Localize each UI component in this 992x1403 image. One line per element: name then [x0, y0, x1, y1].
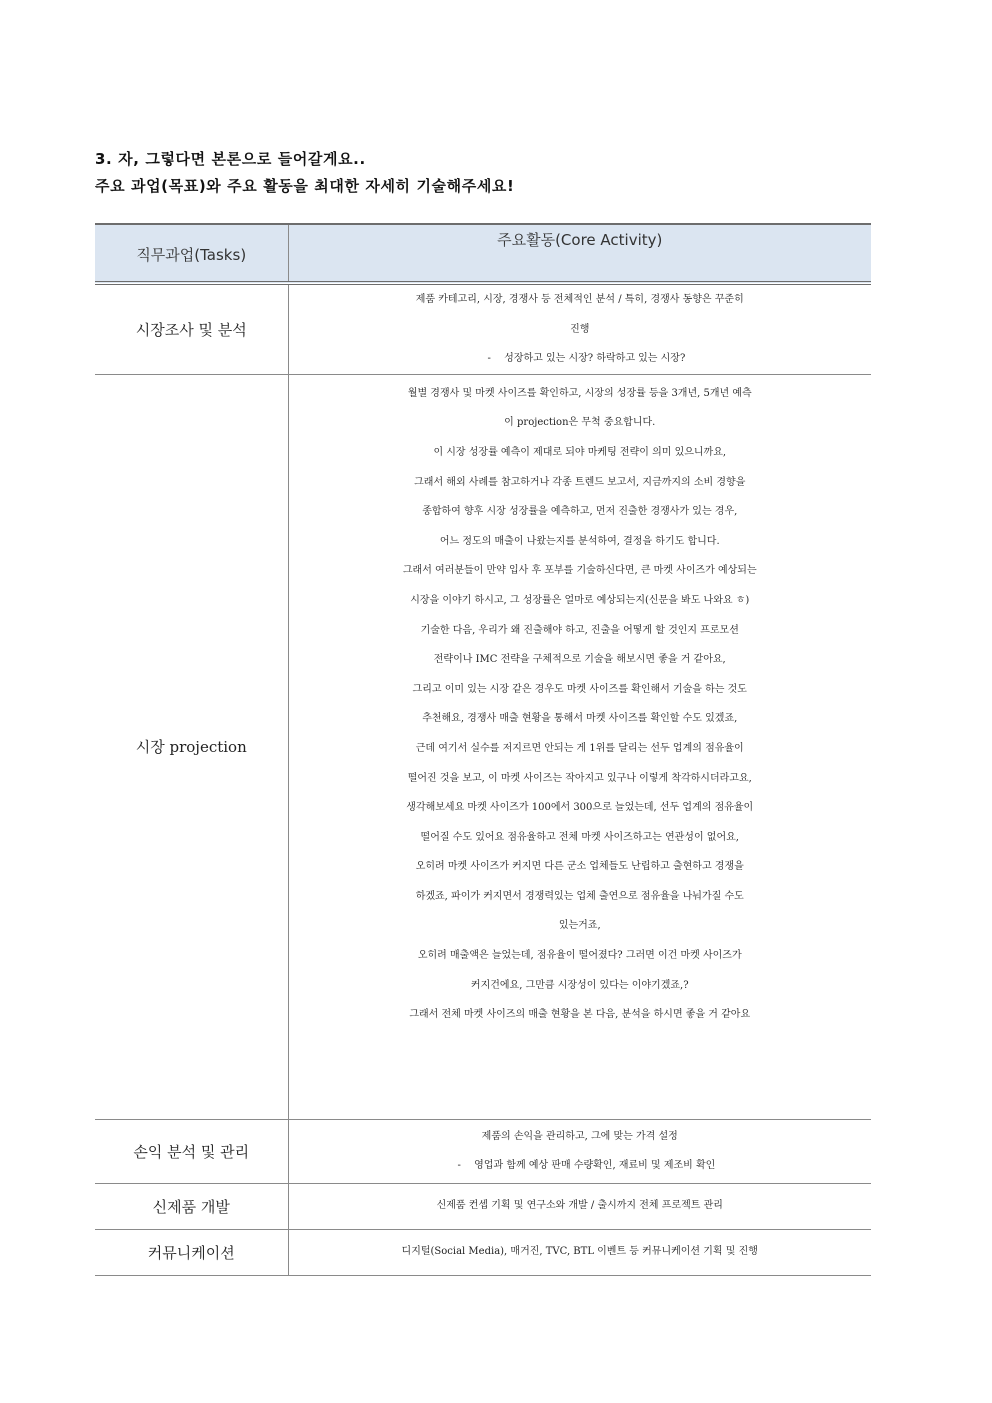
activity-line: 진행 — [570, 323, 590, 335]
table-row — [95, 1183, 871, 1229]
activity-line: 그래서 해외 사례를 참고하거나 각종 트렌드 보고서, 지금까지의 소비 경향을 — [414, 476, 746, 488]
activity-line: 기술한 다음, 우리가 왜 진출해야 하고, 진출을 어떻게 할 것인지 프로모션 — [420, 624, 739, 636]
activity-line: 디지털(Social Media), 매거진, TVC, BTL 이벤트 등 커뮤니케이션 기획 및 진행 — [401, 1246, 758, 1258]
activity-line: 추천해요, 경쟁사 매출 현황을 통해서 마켓 사이즈를 확인할 수도 있겠죠, — [422, 713, 738, 725]
activity-bullet — [289, 344, 872, 374]
activity-line: 떨어진 것을 보고, 이 마켓 사이즈는 작아지고 있구나 이렇게 착각하시더라고요, — [407, 772, 752, 784]
heading-line-2: 주요 과업(목표)와 주요 활동을 최대한 자세히 기술해주세요! — [95, 177, 515, 195]
tasks-table — [95, 223, 871, 1276]
activity-line: 전략이나 IMC 전략을 구체적으로 기술을 해보시면 좋을 거 같아요, — [433, 654, 726, 666]
activity-line: 오히려 매출액은 늘었는데, 점유율이 떨어졌다? 그러면 이건 마켓 사이즈가 — [417, 950, 742, 962]
task-market-research: 시장조사 및 분석 — [95, 283, 288, 374]
activity-line: 그리고 이미 있는 시장 같은 경우도 마켓 사이즈를 확인해서 기술을 하는 것도 — [412, 683, 747, 695]
bullet-text: 영업과 함께 예상 판매 수량확인, 재료비 및 제조비 확인 — [474, 1160, 716, 1172]
task-profit-analysis: 손익 분석 및 관리 — [95, 1119, 288, 1183]
bullet-text: 성장하고 있는 시장? 하락하고 있는 시장? — [504, 353, 686, 365]
table-row — [95, 283, 871, 374]
table-row — [95, 374, 871, 1119]
table-row — [95, 1119, 871, 1183]
activity-cell — [288, 283, 871, 374]
activity-cell — [288, 1119, 871, 1183]
activity-line: 그래서 전체 마켓 사이즈의 매출 현황을 본 다음, 분석을 하시면 좋을 거 같아요 — [409, 1009, 751, 1021]
activity-line: 그래서 여러분들이 만약 입사 후 포부를 기술하신다면, 큰 마켓 사이즈가 예상되는 — [402, 565, 757, 577]
activity-line: 생각해보세요 마켓 사이즈가 100에서 300으로 늘었는데, 선두 업계의 점유율이 — [406, 802, 754, 814]
activity-line: 떨어질 수도 있어요 점유율하고 전체 마켓 사이즈하고는 연관성이 없어요, — [420, 831, 739, 843]
activity-cell — [288, 374, 871, 1119]
task-market-projection: 시장 projection — [95, 374, 288, 1119]
activity-line: 종합하여 향후 시장 성장률을 예측하고, 먼저 진출한 경쟁사가 있는 경우, — [422, 506, 738, 518]
section-heading — [95, 146, 885, 200]
header-core-activity: 주요활동(Core Activity) — [288, 224, 871, 283]
activity-line: 이 projection은 무척 중요합니다. — [504, 417, 656, 429]
activity-cell — [288, 1229, 871, 1275]
activity-line: 월별 경쟁사 및 마켓 사이즈를 확인하고, 시장의 성장률 등을 3개년, 5개년 예측 — [407, 387, 752, 399]
activity-line: 시장을 이야기 하시고, 그 성장률은 얼마로 예상되는지(신문을 봐도 나와요 ㅎ) — [410, 594, 750, 606]
activity-line: 제품의 손익을 관리하고, 그에 맞는 가격 설정 — [481, 1130, 678, 1142]
activity-line: 어느 정도의 매출이 나왔는지를 분석하여, 결정을 하기도 합니다. — [439, 535, 720, 547]
activity-line: 오히려 마켓 사이즈가 커지면 다른 군소 업체들도 난립하고 출현하고 경쟁을 — [415, 861, 744, 873]
activity-line: 신제품 컨셉 기획 및 연구소와 개발 / 출시까지 전체 프로젝트 관리 — [436, 1200, 723, 1212]
activity-bullet — [289, 1151, 872, 1181]
task-new-product: 신제품 개발 — [95, 1183, 288, 1229]
activity-line: 하겠죠, 파이가 커지면서 경쟁력있는 업체 출연으로 점유율을 나눠가질 수도 — [415, 890, 744, 902]
activity-line: 이 시장 성장률 예측이 제대로 되야 마케팅 전략이 의미 있으니까요, — [433, 446, 727, 458]
activity-line: 근데 여기서 실수를 저지르면 안되는 게 1위를 달리는 선두 업계의 점유율이 — [415, 742, 744, 754]
table-header-row — [95, 224, 871, 283]
heading-line-1: 3. 자, 그렇다면 본론으로 들어갈게요.. — [95, 150, 366, 168]
activity-line: 커지건에요, 그만큼 시장성이 있다는 이야기겠죠,? — [470, 979, 689, 991]
header-tasks: 직무과업(Tasks) — [95, 224, 288, 283]
activity-cell — [288, 1183, 871, 1229]
table-row — [95, 1229, 871, 1275]
activity-line: 제품 카테고리, 시장, 경쟁사 등 전체적인 분석 / 특히, 경쟁사 동향은 꾸준히 — [415, 294, 744, 305]
activity-line: 있는거죠, — [558, 920, 601, 932]
task-communication: 커뮤니케이션 — [95, 1229, 288, 1275]
